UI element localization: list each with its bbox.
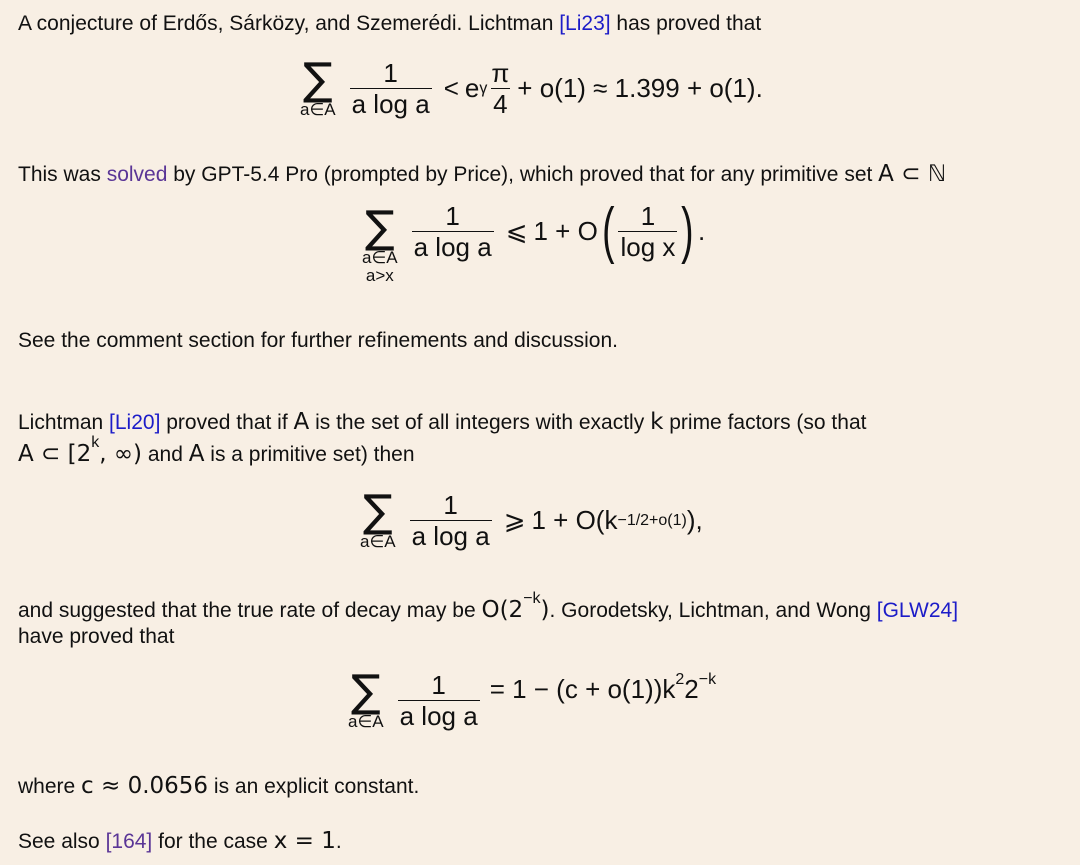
text: Lichtman [18,411,110,434]
sum-symbol: ∑ a∈A [360,485,396,551]
equation-1: ∑ a∈A $\frac{1}{\text{a log a}}$ < e γ $\frac{\pi}{4}$ + o(1) ≈ 1.399 + o(1). [300,53,763,119]
citation-glw24-link[interactable]: [GLW24] [876,599,959,622]
fraction: $\frac{1}{\text{a log a}}$ [413,200,492,262]
text: is an explicit constant. [208,775,420,798]
right-paren: ) [681,196,694,265]
text: and [142,443,189,466]
lichtman-paragraph-line1 [18,406,866,439]
citation-li23-link[interactable]: [Li23] [559,12,611,35]
problem-164-link[interactable]: [164] [105,830,153,853]
sum-symbol: ∑ a∈A [348,665,384,731]
constant-paragraph [18,770,419,803]
math-inline: c ≈ 0.0656 [81,773,209,799]
solved-link[interactable]: solved [106,163,168,186]
text: prime factors (so that [663,411,867,434]
text: See the comment section for further refinements and discussion. [18,329,618,352]
math-inline: , ∞) [99,441,142,467]
fraction: $\frac{1}{\text{a log a}}$ [411,490,490,551]
math-text: ), [686,505,703,535]
fraction: $\frac{1}{\text{a log a}}$ [399,670,478,731]
text: . Gorodetsky, Lichtman, and Wong [549,599,877,622]
text: is the set of all integers with exactly [309,411,651,434]
math-inline: A ⊂ ℕ [878,161,947,187]
period: . [698,215,706,246]
decay-paragraph-line2 [18,621,174,653]
text: is a primitive set) then [204,443,415,466]
period: . [335,830,342,853]
relation: < [443,73,459,103]
math-inline: A [188,441,205,467]
math-text: 1 + O(k [531,505,618,535]
comment-paragraph [18,325,618,357]
superscript: −k [523,590,541,607]
math-inline: A ⊂ [2 [18,441,92,467]
math-inline: k [650,409,664,435]
sum-symbol: ∑ a∈A a>x [362,202,398,285]
text: has proved that [610,12,762,35]
equation-3: ∑ a∈A $\frac{1}{\text{a log a}}$ ⩾ 1 + O(k −1/2+o(1) ), [360,485,703,551]
relation: ⩽ [505,215,528,246]
solved-paragraph [18,158,946,191]
text: A conjecture of Erdős, Sárközy, and Szemerédi. Lichtman [18,12,560,35]
rhs: = $1 - (c + o(1))k^22^{-k}$ [489,671,717,704]
rhs [500,196,706,265]
text: by GPT-5.4 Pro (prompted by Price), which proved that for any primitive set [167,163,879,186]
math-text: 1 + O [533,215,598,246]
math-inline: O(2 [481,597,524,623]
lichtman-paragraph-line2 [18,434,415,471]
math-text: + o(1) ≈ 1.399 + o(1). [517,73,763,103]
left-paren: ( [601,196,615,265]
see-also-paragraph [18,825,342,858]
text: proved that if [160,411,294,434]
text: for the case [152,830,274,853]
citation-li20-link[interactable]: [Li20] [109,411,161,434]
math-inline: ) [540,597,550,623]
fraction: $\frac{1}{\text{a log a}}$ [351,58,430,119]
text: where [18,775,82,798]
math-inline: x = 1 [273,828,336,854]
equation-2 [362,196,706,285]
superscript: k [91,434,100,451]
relation: ⩾ [503,505,526,535]
math-inline: A [293,409,310,435]
text: and suggested that the true rate of decay may be [18,599,482,622]
math-text: e [464,73,480,103]
text: have proved that [18,625,175,648]
sum-symbol: ∑ a∈A [300,53,336,119]
text: See also [18,830,106,853]
equation-4 [348,665,717,731]
intro-paragraph [18,8,761,40]
fraction-pi-over-4: $\frac{\pi}{4}$ [491,58,510,119]
text: This was [18,163,107,186]
fraction-inner: $\frac{1}{\text{log x}}$ [620,200,676,262]
